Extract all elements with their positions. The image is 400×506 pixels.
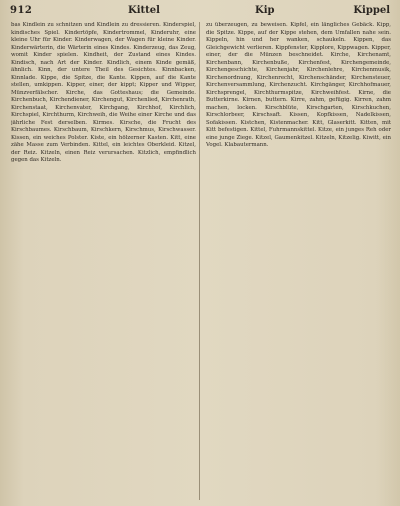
left-column-text: bas Kindlein zu schnitzen und Kindlein zu dressieren. Kinderspiel, kindisches Spiel. Kindertöpfe, Kindertrommel, Kinderuhr, eine kleine Uhr für Kinder. Kinderwagen, der Wagen für kleine Kinder. Kinderwärterin, die Wärterin eines Kindes. Kinderzeug, das Zeug, womit Kinder spielen. Kindheit, der Zustand eines Kindes. Kindisch, nach Art der Kinder. Kindlich, einem Kinde gemäß, ähnlich. Kinn, der untere Theil des Gesichtes. Kinnbacken, Kinnlade. Kippe, die Spitze, die Kante. Kippen, auf die Kante stellen, umkippen. Kipper, einer, der kippt; Kipper und Wipper, Münzverfälscher. Kirche, das Gotteshaus; die Gemeinde. Kirchenbuch, Kirchendiener, Kirchengut, Kirchenlied, Kirchenrath, Kirchenstaat, Kirchenvater, Kirchgang, Kirchhof, Kirchlich, Kirchspiel, Kirchthurm, Kirchweih, die Weihe einer Kirche und das jährliche Fest derselben. Kirmes. Kirsche, die Frucht des Kirschbaumes. Kirschbaum, Kirschkern, Kirschmus, Kirschwasser. Kissen, ein weiches Polster. Kiste, ein hölzerner Kasten. Kitt, eine zähe Masse zum Verbinden. Kittel, ein leichtes Oberkleid. Kitzel, der Reiz. Kitzeln, einen Reiz verursachen. Kitzlich, empfindlich gegen das Kitzeln. bbox=[11, 22, 196, 163]
headword-middle: Kip bbox=[255, 5, 275, 16]
page-number: 912 bbox=[10, 5, 33, 16]
headword-left: Kittel bbox=[128, 5, 160, 16]
headword-right: Kippel bbox=[353, 5, 390, 16]
right-column bbox=[206, 22, 391, 502]
right-column-text: zu überzeugen, zu beweisen. Kipfel, ein längliches Gebäck. Kipp, die Spitze. Kippe, auf der Kippe stehen, dem Umfallen nahe sein. Kippeln, hin und her wanken, schaukeln. Kippen, das Gleichgewicht verlieren. Kippfenster, Kipplore, Kippwagen. Kipper, einer, der die Münzen beschneidet. Kirche, Kirchenamt, Kirchenbann, Kirchenbuße, Kirchenfest, Kirchengemeinde, Kirchengeschichte, Kirchenjahr, Kirchenlehre, Kirchenmusik, Kirchenordnung, Kirchenrecht, Kirchenschänder, Kirchensteuer, Kirchenversammlung, Kirchenzucht. Kirchgänger, Kirchhofmauer, Kirchsprengel, Kirchthurmspitze, Kirchweihfest. Kirne, die Butterkirne. Kirnen, buttern. Kirre, zahm, gefügig. Kirren, zahm machen, locken. Kirschblüte, Kirschgarten, Kirschkuchen, Kirschlorbeer, Kirschsaft. Kissen, Kopfkissen, Nadelkissen, Sofakissen. Kistchen, Kistenmacher. Kitt, Glaserkitt. Kitten, mit Kitt befestigen. Kittel, Fuhrmannskittel. Kitze, ein junges Reh oder eine junge Ziege. Kitzel, Gaumenkitzel. Kitzeln, Kitzelig. Kiwitt, ein Vogel. Klabautermann. bbox=[206, 22, 391, 148]
left-column bbox=[11, 22, 196, 502]
column-divider bbox=[199, 22, 200, 500]
running-header bbox=[10, 4, 390, 18]
